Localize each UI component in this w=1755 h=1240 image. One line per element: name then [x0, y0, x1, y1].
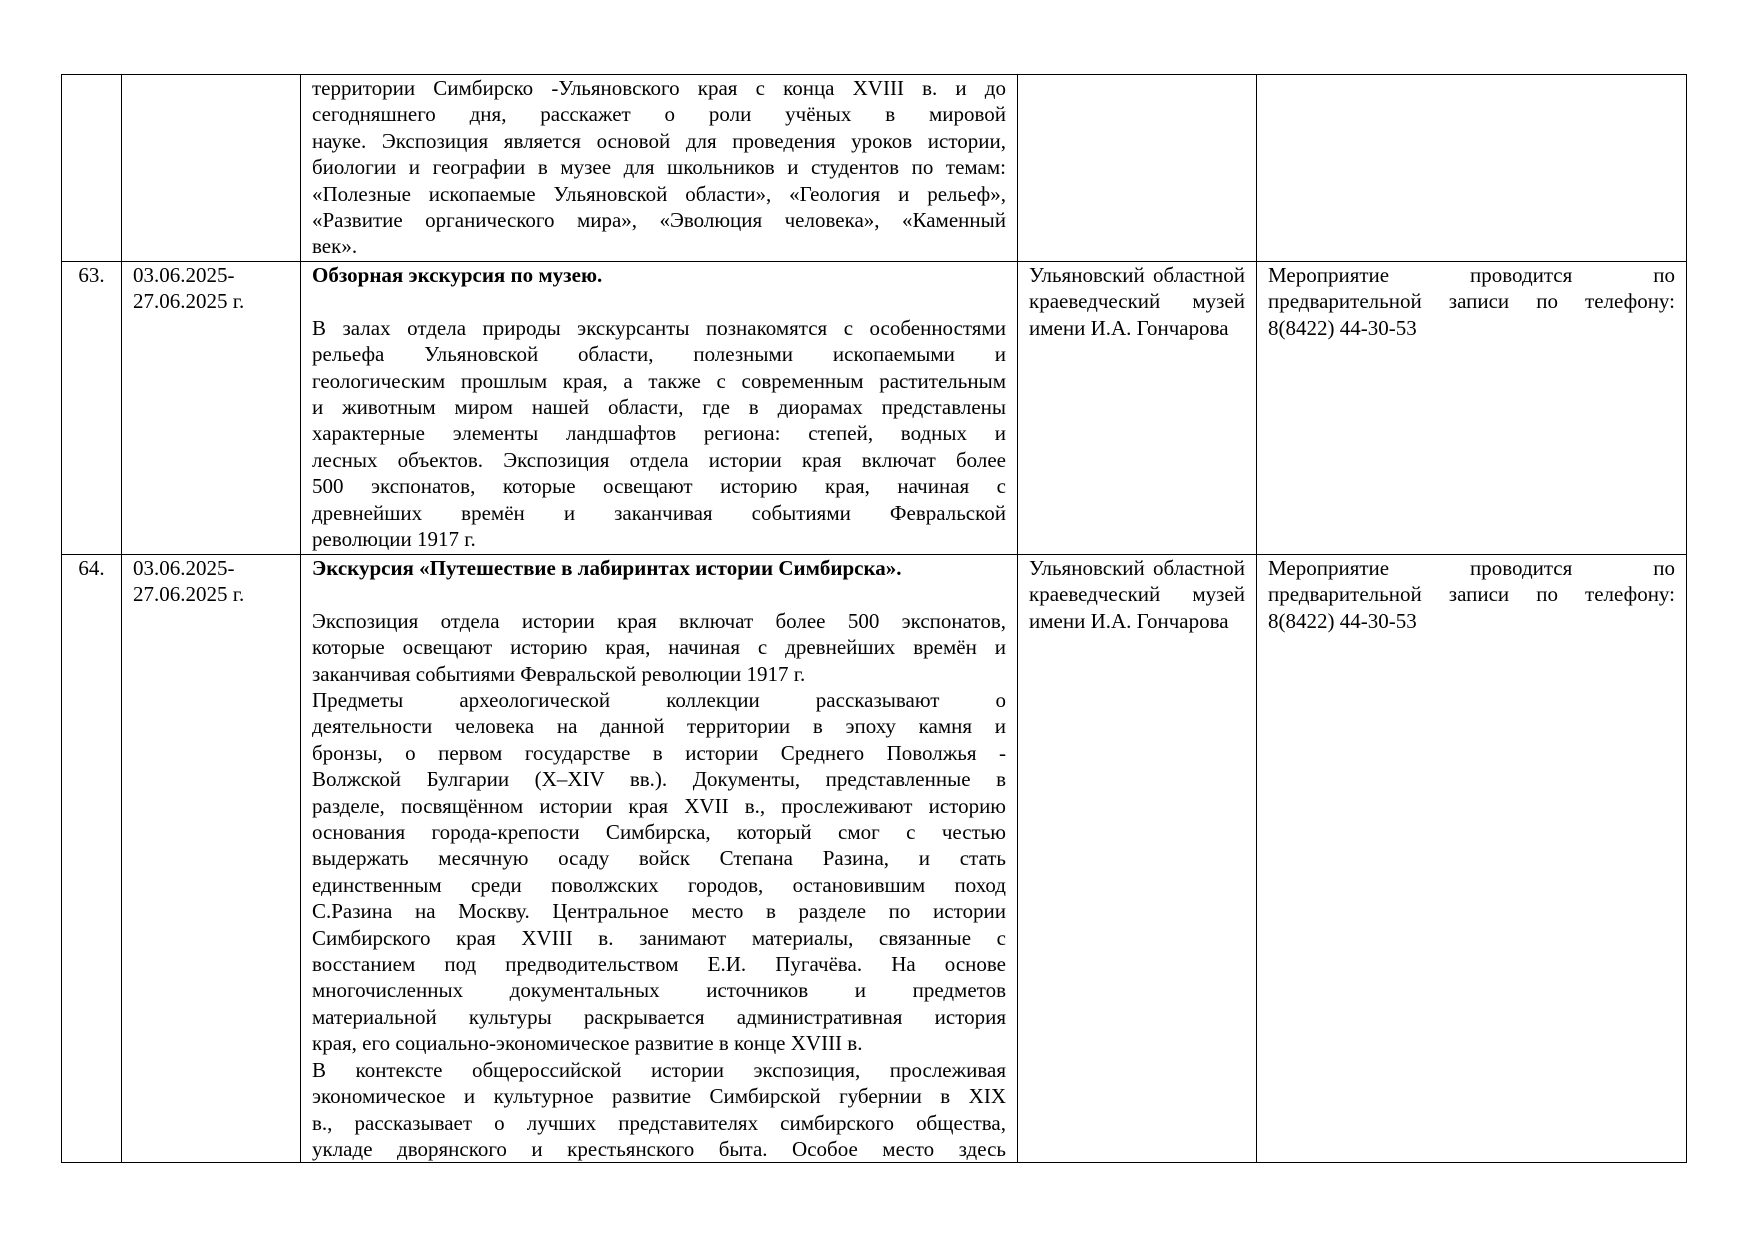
description-line: многочисленных документальных источников и предметов: [312, 978, 1006, 1003]
event-description: [301, 262, 1018, 555]
description-line: науке. Экспозиция является основой для проведения уроков истории,: [312, 128, 1006, 153]
row-number: [62, 75, 122, 262]
description-line: в., рассказывает о лучших представителях симбирского общества,: [312, 1110, 1006, 1135]
description-line: выдержать месячную осаду войск Степана Разина, и стать: [312, 846, 1006, 871]
row-number: 63.: [62, 262, 122, 555]
description-line: биологии и географии в музее для школьников и студентов по темам:: [312, 155, 1006, 180]
event-venue: Ульяновский областной краеведческий музей имени И.А. Гончарова: [1018, 555, 1257, 1163]
description-line: восстанием под предводительством Е.И. Пугачёва. На основе: [312, 952, 1006, 977]
description-line: края, его социально-экономическое развитие в конце XVIII в.: [312, 1031, 863, 1056]
description-line: рельефа Ульяновской области, полезными ископаемыми и: [312, 342, 1006, 367]
description-line: В залах отдела природы экскурсанты познакомятся с особенностями: [312, 315, 1006, 340]
description-line: Волжской Булгарии (X–XIV вв.). Документы, представленные в: [312, 767, 1006, 792]
table-row: [62, 75, 1687, 262]
description-line: характерные элементы ландшафтов региона: степей, водных и: [312, 421, 1006, 446]
description-line: укладе дворянского и крестьянского быта. Особое место здесь: [312, 1136, 1006, 1161]
row-number: 64.: [62, 555, 122, 1163]
description-line: геологическим прошлым края, а также с современным растительным: [312, 368, 1006, 393]
event-note: Мероприятие проводится по предварительной записи по телефону: 8(8422) 44-30-53: [1257, 555, 1687, 1163]
description-line: 500 экспонатов, которые освещают историю края, начиная с: [312, 474, 1006, 499]
event-title: Обзорная экскурсия по музею.: [312, 263, 603, 287]
description-line: разделе, посвящённом истории края XVII в., прослеживают историю: [312, 793, 1006, 818]
description-line: основания города-крепости Симбирска, который смог с честью: [312, 820, 1006, 845]
description-line: «Полезные ископаемые Ульяновской области», «Геология и рельеф»,: [312, 181, 1006, 206]
description-line: территории Симбирско -Ульяновского края с конца XVIII в. и до: [312, 76, 1006, 100]
description-line: Симбирского края XVIII в. занимают материалы, связанные с: [312, 925, 1006, 950]
description-line: древнейших времён и заканчивая событиями Февральской: [312, 500, 1006, 525]
description-line: заканчивая событиями Февральской революции 1917 г.: [312, 661, 806, 686]
description-line: которые освещают историю края, начиная с древнейших времён и: [312, 635, 1006, 660]
description-line: лесных объектов. Экспозиция отдела истории края включат более: [312, 447, 1006, 472]
event-description: [301, 555, 1018, 1163]
description-line: материальной культуры раскрывается административная история: [312, 1004, 1006, 1029]
description-line: Экспозиция отдела истории края включат более 500 экспонатов,: [312, 608, 1006, 633]
events-table: [61, 74, 1687, 1163]
description-line: В контексте общероссийской истории экспозиция, прослеживая: [312, 1057, 1006, 1082]
description-line: бронзы, о первом государстве в истории Среднего Поволжья -: [312, 740, 1006, 765]
description-line: Предметы археологической коллекции рассказывают о: [312, 688, 1006, 713]
description-line: и животным миром нашей области, где в диорамах представлены: [312, 395, 1006, 420]
event-description: [301, 75, 1018, 262]
description-line: единственным среди поволжских городов, остановившим поход: [312, 872, 1006, 897]
description-line: век».: [312, 234, 358, 259]
event-date: [122, 75, 301, 262]
description-line: деятельности человека на данной территории в эпоху камня и: [312, 714, 1006, 739]
description-line: революции 1917 г.: [312, 527, 476, 552]
table-row: [62, 262, 1687, 555]
event-venue: Ульяновский областной краеведческий музей имени И.А. Гончарова: [1018, 262, 1257, 555]
event-date: 03.06.2025-27.06.2025 г.: [122, 555, 301, 1163]
description-line: «Развитие органического мира», «Эволюция человека», «Каменный: [312, 208, 1006, 233]
event-venue: [1018, 75, 1257, 262]
event-note: Мероприятие проводится по предварительной записи по телефону: 8(8422) 44-30-53: [1257, 262, 1687, 555]
event-note: [1257, 75, 1687, 262]
event-date: 03.06.2025-27.06.2025 г.: [122, 262, 301, 555]
event-title: Экскурсия «Путешествие в лабиринтах истории Симбирска».: [312, 556, 902, 580]
description-line: сегодняшнего дня, расскажет о роли учёных в мировой: [312, 102, 1006, 127]
description-line: экономическое и культурное развитие Симбирской губернии в XIX: [312, 1084, 1006, 1109]
table-row: [62, 555, 1687, 1163]
description-line: С.Разина на Москву. Центральное место в разделе по истории: [312, 899, 1006, 924]
